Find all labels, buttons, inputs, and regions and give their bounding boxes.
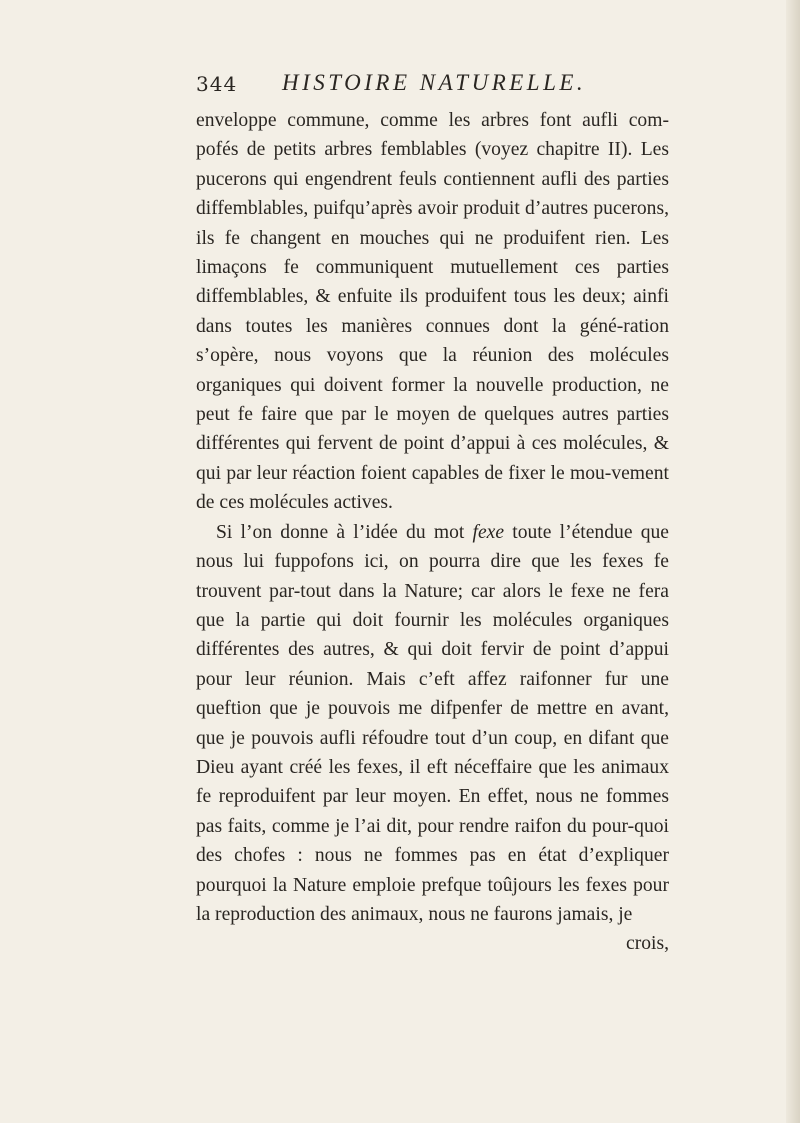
page-number: 344 [196,72,238,96]
page-edge [786,0,800,1123]
paragraph-2-rest: toute l’étendue que nous lui fuppofons ici, on pourra dire que les fexes fe trouvent par-tout dans la Nature; car alors le fexe ne fera que la partie qui doit fournir les molécules organiques différentes des autres, & qui doit fervir de point d’appui pour leur réunion. Mais c’eft affez raifonner fur une queftion que je pouvois me difpenfer de mettre en avant, que je pouvois aufli réfoudre tout d’un coup, en difant que Dieu ayant créé les fexes, il eft néceffaire que les animaux fe reproduifent par leur moyen. En effet, nous ne fommes pas faits, comme je l’ai dit, pour rendre raifon du pour-quoi des chofes : nous ne fommes pas en état d’expliquer pourquoi la Nature emploie prefque toûjours les fexes pour la reproduction des animaux, nous ne faurons jamais, je [196,521,670,925]
running-title: HISTOIRE NATURELLE. [282,70,587,95]
catchword: crois, [626,933,669,955]
running-header [196,72,676,98]
paragraph-1: enveloppe commune, comme les arbres font aufli com-pofés de petits arbres femblables (voyez chapitre II). Les pucerons qui engendrent feuls contiennent aufli des parties diffemblables, puifqu’après avoir produit d’autres pucerons, ils fe changent en mouches qui ne produifent rien. Les limaçons fe communiquent mutuellement ces parties diffemblables, & enfuite ils produifent tous les deux; ainfi dans toutes les manières connues dont la géné-ration s’opère, nous voyons que la réunion des molécules organiques qui doivent former la nouvelle production, ne peut fe faire que par le moyen de quelques autres parties différentes qui fervent de point d’appui à ces molécules, & qui par leur réaction foient capables de fixer le mou-vement de ces molécules actives. [196,110,669,514]
paragraph-2-start: Si l’on donne à l’idée du mot [216,521,473,543]
italic-term: fexe [472,521,505,543]
body-text [196,106,669,959]
paragraph-2 [196,518,669,930]
